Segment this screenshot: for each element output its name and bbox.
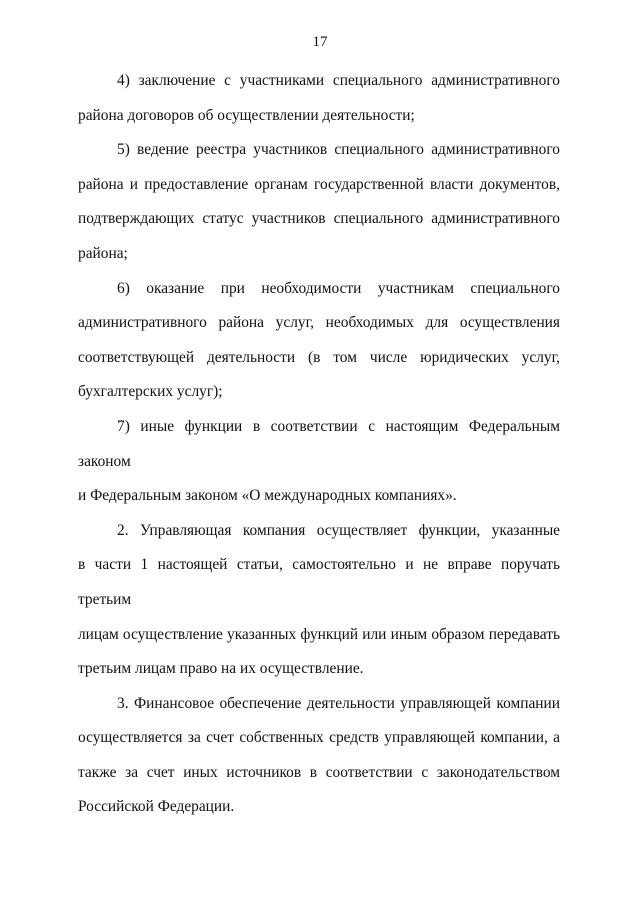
paragraph-line: также за счет иных источников в соответствии с законодательством [78,763,560,781]
paragraph-line: 5) ведение реестра участников специального административного [117,141,560,159]
paragraph-line: 6) оказание при необходимости участникам специального [117,279,560,297]
paragraph-line: подтверждающих статус участников специального административного [78,210,560,228]
paragraph-line: района договоров об осуществлении деятельности; [78,106,415,124]
paragraph-part-2 [78,514,560,687]
paragraph-line: лицам осуществление указанных функций или иным образом передавать [78,625,560,643]
paragraph-line: 2. Управляющая компания осуществляет функции, указанные [117,521,560,539]
paragraph-line: района; [78,244,128,262]
paragraph-line: бухгалтерских услуг); [78,383,223,401]
document-body [78,64,560,825]
page-number: 17 [312,34,328,50]
paragraph-item-4 [78,64,560,133]
paragraph-item-5 [78,133,560,271]
paragraph-line: 7) иные функции в соответствии с настоящим Федеральным законом [78,417,560,470]
paragraph-line: 3. Финансовое обеспечение деятельности управляющей компании [117,694,560,712]
paragraph-line: в части 1 настоящей статьи, самостоятельно и не вправе поручать третьим [78,556,560,608]
paragraph-line: района и предоставление органам государственной власти документов, [78,175,560,193]
paragraph-item-7 [78,410,560,514]
paragraph-line: 4) заключение с участниками специального административного [117,72,560,89]
paragraph-item-6 [78,272,560,410]
paragraph-line: и Федеральным законом «О международных компаниях». [78,487,457,505]
paragraph-line: третьим лицам право на их осуществление. [78,660,364,678]
paragraph-part-3 [78,687,560,825]
paragraph-line: соответствующей деятельности (в том числе юридических услуг, [78,348,560,366]
paragraph-line: Российской Федерации. [78,798,235,816]
paragraph-line: административного района услуг, необходимых для осуществления [78,314,560,332]
paragraph-line: осуществляется за счет собственных средств управляющей компании, а [78,729,560,747]
